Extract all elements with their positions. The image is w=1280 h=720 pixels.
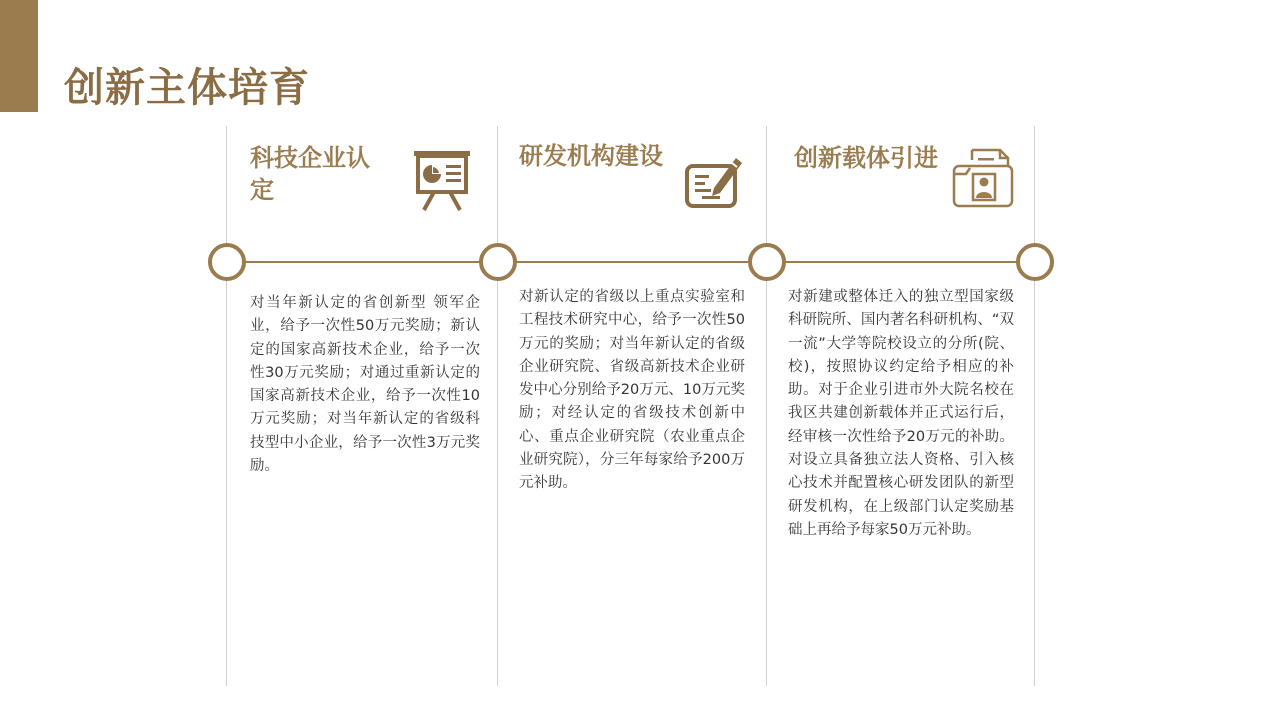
- timeline-line: [226, 261, 1036, 263]
- timeline-node: [208, 243, 246, 281]
- column-text-innovation-carrier: 对新建或整体迁入的独立型国家级科研院所、国内著名科研机构、“双一流”大学等院校设立的分所(院、校)，按照协议约定给予相应的补助。对于企业引进市外大院名校在我区共建创新载体并正式运行后，经审核一次性给予20万元的补助。对设立具备独立法人资格、引入核心技术并配置核心研发团队的新型研发机构，在上级部门认定奖励基础上再给予每家50万元补助。: [788, 289, 1014, 538]
- column-title-tech-enterprise: 科技企业认定: [250, 144, 370, 204]
- timeline-node: [479, 243, 517, 281]
- column-title-rd-institution: 研发机构建设: [519, 142, 663, 170]
- presentation-board-icon: [410, 148, 474, 212]
- column-divider: [226, 126, 227, 686]
- column-divider: [766, 126, 767, 686]
- document-pen-icon: [680, 150, 744, 214]
- corner-accent-block: [0, 0, 38, 112]
- column-text-rd-institution: 对新认定的省级以上重点实验室和工程技术研究中心，给予一次性50万元的奖励；对当年新认定的省级企业研究院、省级高新技术企业研发中心分别给予20万元、10万元奖励；对经认定的省级技术创新中心、重点企业研究院（农业重点企业研究院），分三年每家给予200万元补助。: [519, 289, 745, 492]
- profile-document-icon: [950, 146, 1014, 210]
- column-divider: [1034, 126, 1035, 686]
- column-text-tech-enterprise: 对当年新认定的省创新型 领军企业，给予一次性50万元奖励；新认定的国家高新技术企业，给予一次性30万元奖励；对通过重新认定的国家高新技术企业，给予一次性10万元奖励；对当年新认定的省级科技型中小企业，给予一次性3万元奖励。: [250, 295, 480, 475]
- timeline-node: [748, 243, 786, 281]
- timeline-node: [1016, 243, 1054, 281]
- column-divider: [497, 126, 498, 686]
- column-title-innovation-carrier: 创新载体引进: [794, 144, 938, 172]
- page-title: 创新主体培育: [64, 65, 310, 111]
